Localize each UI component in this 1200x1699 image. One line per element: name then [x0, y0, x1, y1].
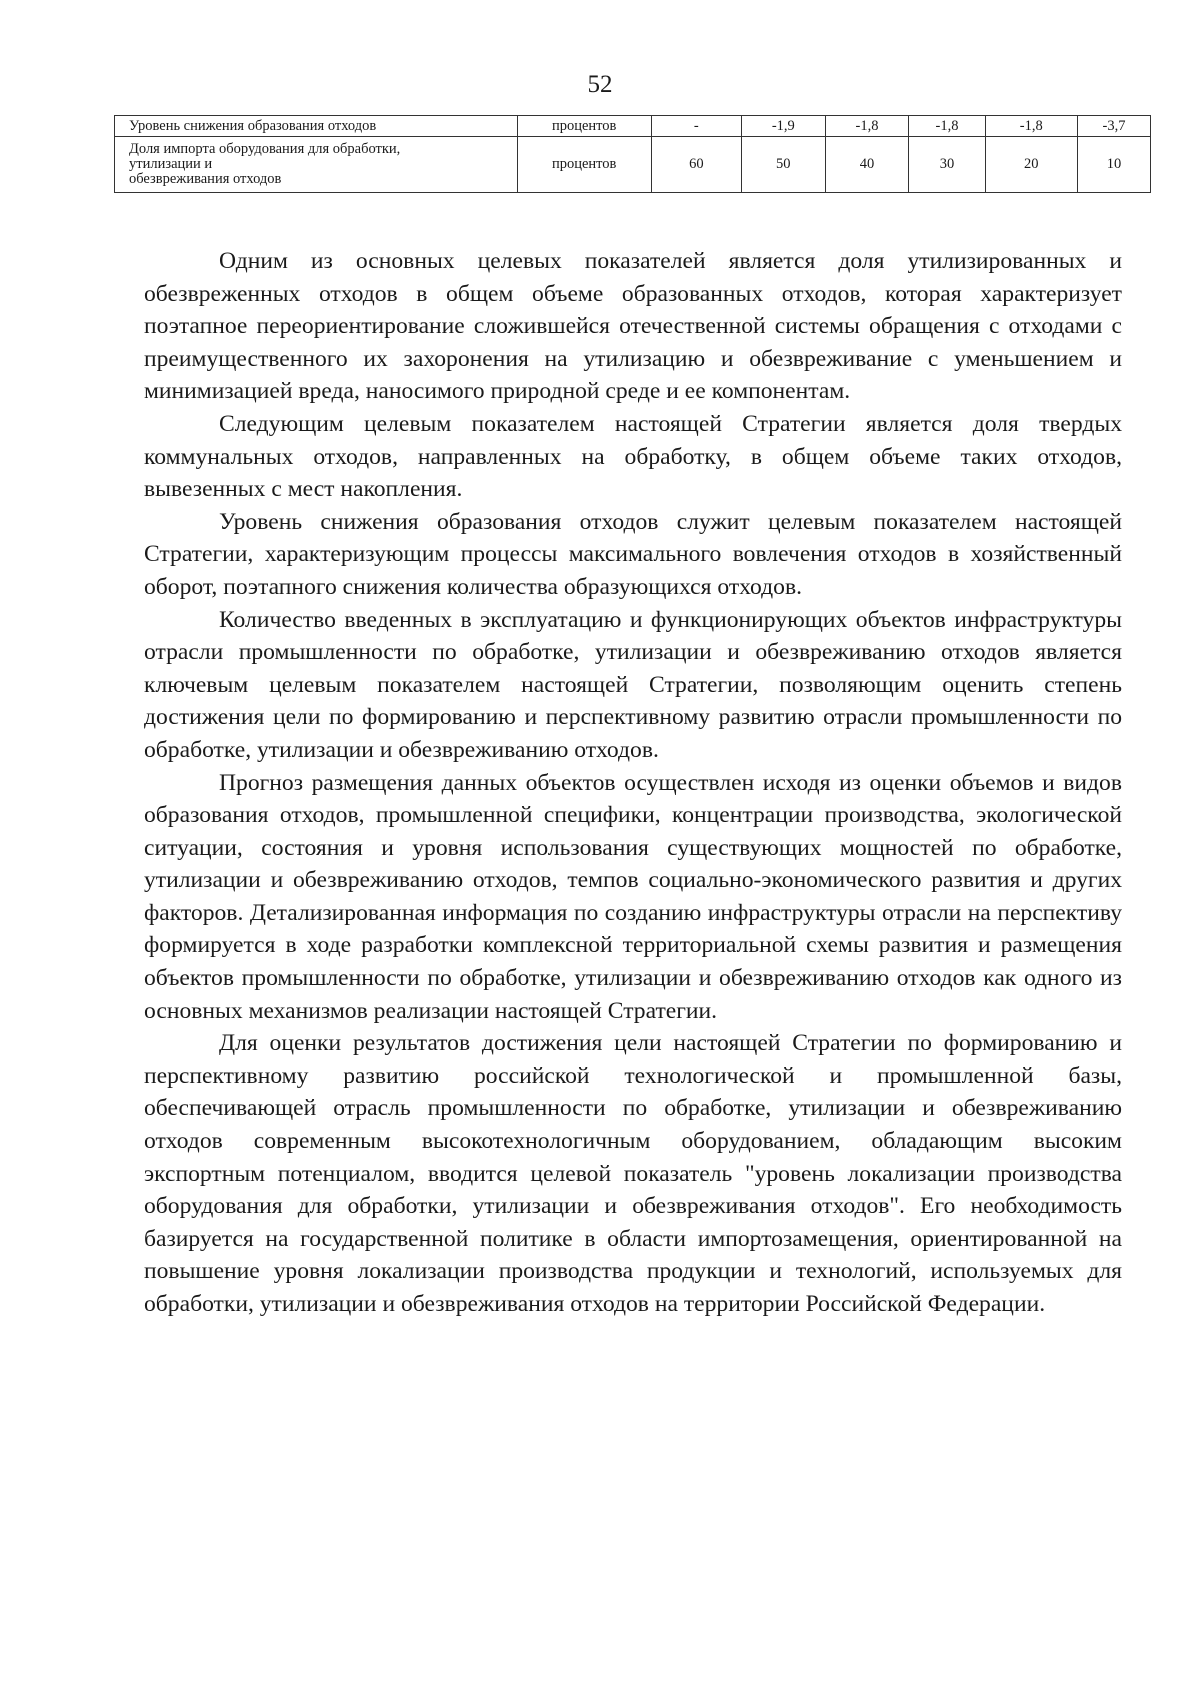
indicator-value: -1,8 — [825, 116, 909, 137]
indicator-value: -1,8 — [909, 116, 985, 137]
indicator-name-line: Доля импорта оборудования для обработки, — [129, 141, 401, 157]
indicator-value: 60 — [651, 137, 741, 193]
indicator-name: Уровень снижения образования отходов — [115, 116, 518, 137]
indicator-name-line: утилизации и — [129, 156, 213, 172]
indicator-value: - — [651, 116, 741, 137]
indicator-name — [115, 137, 518, 193]
table-row — [115, 137, 1151, 193]
indicator-value: 40 — [825, 137, 909, 193]
indicator-value: 10 — [1077, 137, 1150, 193]
indicator-value: 50 — [741, 137, 825, 193]
paragraph: Прогноз размещения данных объектов осуществлен исходя из оценки объемов и видов образования отходов, промышленной специфики, концентрации производства, экологической ситуации, состояния и уровня использования существующих мощностей по обработке, утилизации и обезвреживанию отходов, темпов социально-экономического развития и других факторов. Детализированная информация по созданию инфраструктуры отрасли на перспективу формируется в ходе разработки комплексной территориальной схемы развития и размещения объектов промышленности по обработке, утилизации и обезвреживанию отходов как одного из основных механизмов реализации настоящей Стратегии. — [144, 769, 1122, 1024]
paragraph: Для оценки результатов достижения цели настоящей Стратегии по формированию и перспективному развитию российской технологической и промышленной базы, обеспечивающей отрасль промышленности по обработке, утилизации и обезвреживанию отходов современным высокотехнологичным оборудованием, обладающим высоким экспортным потенциалом, вводится целевой показатель "уровень локализации производства оборудования для обработки, утилизации и обезвреживания отходов". Его необходимость базируется на государственной политике в области импортозамещения, ориентированной на повышение уровня локализации производства продукции и технологий, используемых для обработки, утилизации и обезвреживания отходов на территории Российской Федерации. — [144, 1030, 1122, 1317]
indicators-table — [114, 115, 1151, 193]
page-number: 52 — [587, 71, 613, 98]
indicator-unit: процентов — [517, 116, 651, 137]
paragraph: Следующим целевым показателем настоящей Стратегии является доля твердых коммунальных отходов, направленных на обработку, в общем объеме таких отходов, вывезенных с мест накопления. — [144, 410, 1122, 503]
paragraph: Одним из основных целевых показателей является доля утилизированных и обезвреженных отходов в общем объеме образованных отходов, которая характеризует поэтапное переориентирование сложившейся отечественной системы обращения с отходами с преимущественного их захоронения на утилизацию и обезвреживание с уменьшением и минимизацией вреда, наносимого природной среде и ее компонентам. — [144, 248, 1122, 405]
indicator-value: 20 — [985, 137, 1077, 193]
indicator-name-line: обезвреживания отходов — [129, 171, 282, 187]
paragraph: Количество введенных в эксплуатацию и функционирующих объектов инфраструктуры отрасли промышленности по обработке, утилизации и обезвреживанию отходов является ключевым целевым показателем настоящей Стратегии, позволяющим оценить степень достижения цели по формированию и перспективному развитию отрасли промышленности по обработке, утилизации и обезвреживанию отходов. — [144, 606, 1122, 763]
indicator-unit: процентов — [517, 137, 651, 193]
indicator-value: -1,9 — [741, 116, 825, 137]
document-body — [144, 245, 1122, 1321]
indicator-value: 30 — [909, 137, 985, 193]
table-row — [115, 116, 1151, 137]
indicator-value: -1,8 — [985, 116, 1077, 137]
indicator-value: -3,7 — [1077, 116, 1150, 137]
paragraph: Уровень снижения образования отходов служит целевым показателем настоящей Стратегии, характеризующим процессы максимального вовлечения отходов в хозяйственный оборот, поэтапного снижения количества образующихся отходов. — [144, 508, 1122, 600]
